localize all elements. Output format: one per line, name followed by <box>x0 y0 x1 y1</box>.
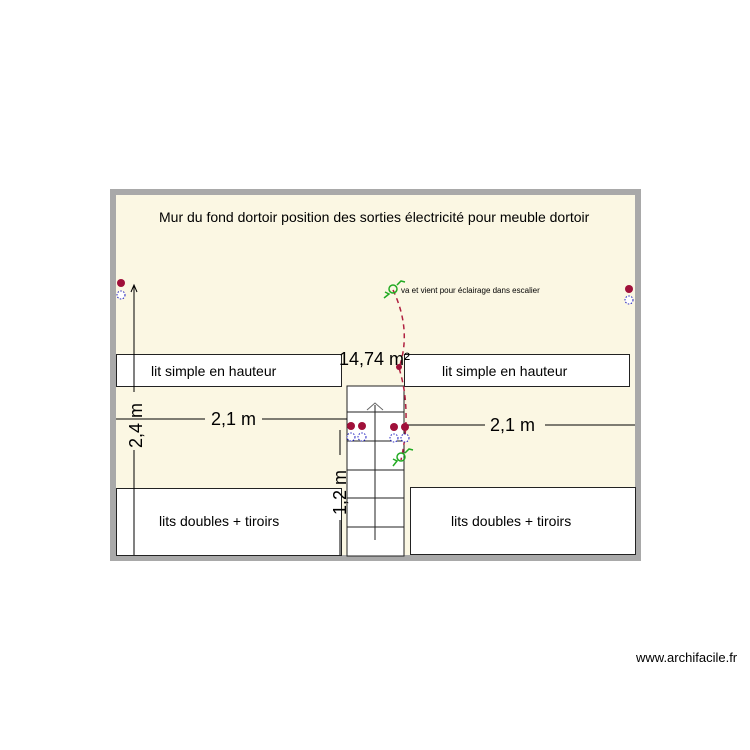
watermark: www.archifacile.fr <box>636 650 738 665</box>
plan-title: Mur du fond dortoir position des sorties électricité pour meuble dortoir <box>159 209 590 225</box>
room-area: 14,74 m² <box>339 349 411 369</box>
dimension-width-left: 2,1 m <box>211 409 257 429</box>
switch-note: va et vient pour éclairage dans escalier <box>401 286 540 295</box>
bed-label: lits doubles + tiroirs <box>451 513 572 529</box>
bed-label: lit simple en hauteur <box>442 362 568 379</box>
dimension-width-right: 2,1 m <box>490 415 536 435</box>
dimension-height-stair: 1,2 m <box>330 469 350 515</box>
bed-label: lit simple en hauteur <box>151 362 277 379</box>
dimension-height-left: 2,4 m <box>126 402 146 448</box>
staircase <box>347 386 404 556</box>
bed-label: lits doubles + tiroirs <box>159 513 280 529</box>
